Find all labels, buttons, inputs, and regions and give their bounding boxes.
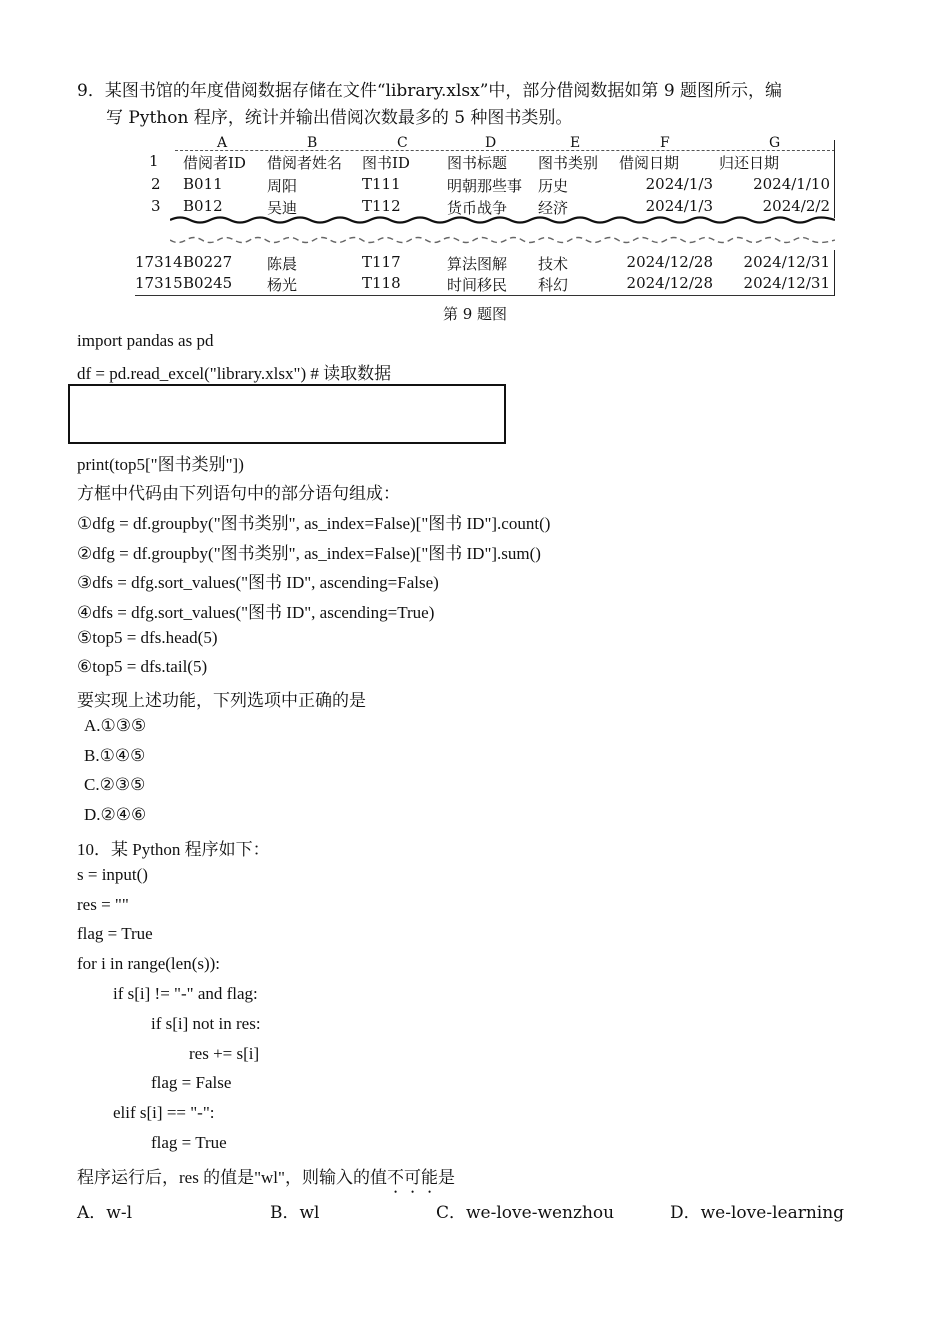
table-right-border-bottom	[834, 250, 835, 296]
q9-stem-line1: 9．某图书馆的年度借阅数据存储在文件“library.xlsx”中，部分借阅数据如第 9 题图所示，编	[77, 81, 783, 101]
code-import: import pandas as pd	[77, 331, 214, 350]
cell: 借阅日期	[619, 154, 680, 172]
q10-code-line: flag = True	[151, 1133, 227, 1152]
q10-options	[0, 1198, 950, 1224]
cell: 2024/12/28	[626, 274, 713, 292]
statement-3: ③dfs = dfg.sort_values("图书 ID", ascending=False)	[77, 573, 439, 592]
q10-code-line: if s[i] not in res:	[151, 1014, 261, 1033]
q10-option-c[interactable]: C．we-love-wenzhou	[436, 1203, 615, 1223]
q10-option-a[interactable]: A．w-l	[77, 1203, 133, 1223]
cell: 借阅者ID	[183, 154, 246, 172]
q10-code-line: s = input()	[77, 865, 148, 884]
q9-stem-line2: 写 Python 程序，统计并输出借阅次数最多的 5 种图书类别。	[106, 108, 573, 128]
code-print: print(top5["图书类别"])	[77, 455, 244, 474]
cell: 算法图解	[447, 255, 508, 273]
cell: 图书ID	[362, 154, 410, 172]
cell: 图书标题	[447, 154, 508, 172]
cell: 2024/12/31	[743, 253, 830, 271]
cell: 吴迪	[267, 199, 298, 217]
cell: 货币战争	[447, 199, 508, 217]
q10-code-line: res = ""	[77, 895, 129, 914]
row-number: 2	[151, 175, 161, 193]
col-letter-c: C	[397, 135, 408, 151]
q10-stem: 10．某 Python 程序如下：	[77, 840, 270, 859]
figure-caption: 第 9 题图	[442, 305, 508, 323]
table-bottom-border	[135, 295, 835, 296]
cell: 2024/12/31	[743, 274, 830, 292]
statement-5: ⑤top5 = dfs.head(5)	[77, 628, 218, 647]
cell: 明朝那些事	[447, 177, 523, 195]
cell: 历史	[538, 177, 569, 195]
q10-code-line: res += s[i]	[189, 1044, 260, 1063]
row-number: 3	[151, 197, 161, 215]
q10-option-b[interactable]: B．wl	[270, 1203, 320, 1223]
q10-code-line: flag = True	[77, 924, 153, 943]
sheet-row-2	[135, 175, 835, 197]
q10-ask-prefix: 程序运行后，res 的值是"wl"，则输入的值	[77, 1168, 387, 1187]
col-letter-e: E	[570, 135, 581, 151]
code-read-excel: df = pd.read_excel("library.xlsx") # 读取数据	[77, 364, 392, 383]
q10-code-line: if s[i] != "-" and flag:	[113, 984, 258, 1003]
cell: 借阅者姓名	[267, 154, 343, 172]
cell: 杨光	[267, 276, 298, 294]
cell: B011	[183, 175, 223, 193]
cell: 2024/1/3	[645, 175, 713, 193]
q10-code-line: flag = False	[151, 1073, 232, 1092]
cell: B0227	[183, 253, 233, 271]
row-number: 17315	[135, 274, 183, 292]
cell: 图书类别	[538, 154, 599, 172]
cell: T112	[362, 197, 401, 215]
cell: 时间移民	[447, 276, 508, 294]
cell: T118	[362, 274, 401, 292]
q10-ask-suffix: 是	[437, 1168, 455, 1187]
table-right-border-top	[834, 140, 835, 218]
q10-ask-emphasis: 不可能	[386, 1168, 438, 1187]
cell: B0245	[183, 274, 233, 292]
row-number: 1	[149, 152, 159, 170]
q10-code-line: elif s[i] == "-":	[113, 1103, 215, 1122]
col-letter-b: B	[307, 135, 318, 151]
q9-ask: 要实现上述功能，下列选项中正确的是	[77, 691, 366, 710]
sheet-row-1	[135, 152, 835, 174]
cell: 经济	[538, 199, 569, 217]
cell: 技术	[538, 255, 569, 273]
sheet-row-17314	[135, 253, 835, 275]
q10-code-line: for i in range(len(s)):	[77, 954, 221, 973]
statement-6: ⑥top5 = dfs.tail(5)	[77, 657, 208, 676]
cell: 2024/2/2	[762, 197, 830, 215]
row-number: 17314	[135, 253, 183, 271]
q9-option-c[interactable]: C.②③⑤	[84, 775, 146, 794]
cell: 2024/1/10	[753, 175, 830, 193]
cell: 归还日期	[719, 154, 780, 172]
q9-option-a[interactable]: A.①③⑤	[84, 716, 147, 735]
cell: 陈晨	[267, 255, 298, 273]
col-letter-f: F	[660, 135, 670, 151]
q9-spreadsheet-figure	[135, 135, 835, 300]
cell: T111	[362, 175, 401, 193]
wavy-break-line-top	[170, 215, 835, 225]
statement-1: ①dfg = df.groupby("图书类别", as_index=False)["图书 ID"].count()	[77, 514, 551, 533]
q10-ask	[77, 1163, 455, 1197]
cell: 2024/1/3	[645, 197, 713, 215]
q9-option-d[interactable]: D.②④⑥	[84, 805, 147, 824]
col-letter-a: A	[217, 135, 228, 151]
cell: 2024/12/28	[626, 253, 713, 271]
sheet-row-17315	[135, 274, 835, 296]
answer-box[interactable]	[68, 384, 506, 444]
col-letter-g: G	[769, 135, 781, 151]
cell: T117	[362, 253, 401, 271]
cell: 周阳	[267, 177, 298, 195]
cell: B012	[183, 197, 223, 215]
statement-4: ④dfs = dfg.sort_values("图书 ID", ascending=True)	[77, 603, 435, 622]
q9-option-b[interactable]: B.①④⑤	[84, 746, 146, 765]
q10-option-d[interactable]: D．we-love-learning	[670, 1203, 845, 1223]
wavy-break-line-bottom	[170, 235, 835, 245]
statements-intro: 方框中代码由下列语句中的部分语句组成：	[77, 484, 400, 503]
cell: 科幻	[538, 276, 569, 294]
statement-2: ②dfg = df.groupby("图书类别", as_index=False)["图书 ID"].sum()	[77, 544, 541, 563]
col-letter-d: D	[485, 135, 497, 151]
